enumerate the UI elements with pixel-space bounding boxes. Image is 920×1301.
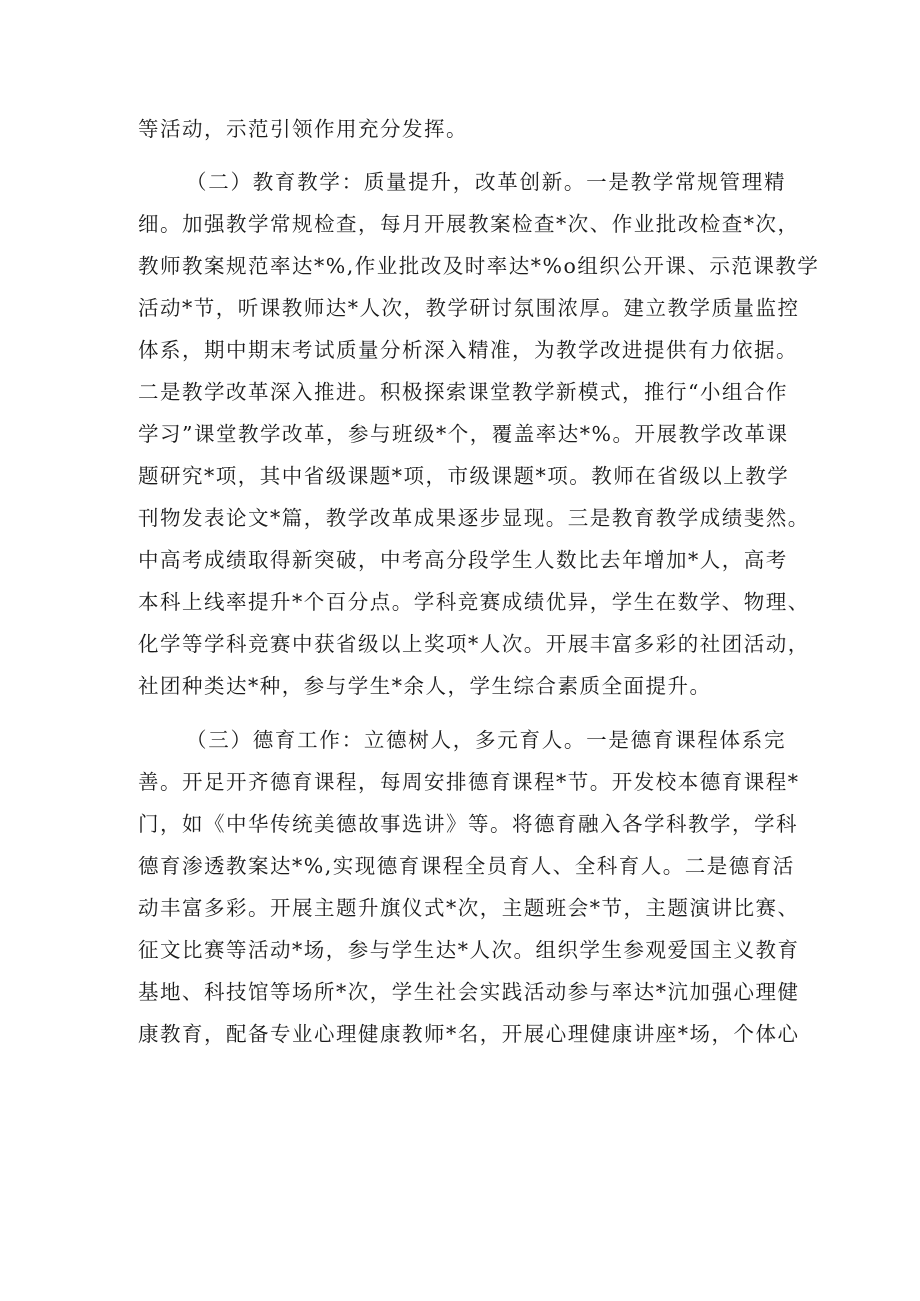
text-line-1: 等活动，示范引领作用充分发挥。 [138,117,468,141]
section-heading-2: （二）教育教学：质量提升，改革创新。一是教学常规管理精 [186,170,786,194]
section-heading-3: （三）德育工作：立德树人，多元育人。一是德育课程体系完 [186,728,786,752]
text-line-13: 化学等学科竞赛中获省级以上奖项*人次。开展丰富多彩的社团活动， [138,632,810,656]
text-line-9: 题研究*项，其中省级课题*项，市级课题*项。教师在省级以上教学 [138,464,790,488]
text-line-20: 征文比赛等活动*场，参与学生达*人次。组织学生参观爱国主义教育 [138,938,800,962]
text-line-12: 本科上线率提升*个百分点。学科竞赛成绩优异，学生在数学、物理、 [138,590,810,614]
text-line-17: 门，如《中华传统美德故事选讲》等。将德育融入各学科教学，学科 [138,812,798,836]
text-line-18: 德育渗透教案达*%,实现德育课程全员育人、全科育人。二是德育活 [138,854,795,878]
text-line-10: 刊物发表论文*篇，教学改革成果逐步显现。三是教育教学成绩斐然。 [138,506,810,530]
text-line-8: 学习”课堂教学改革，参与班级*个，覆盖率达*%。开展教学改革课 [138,422,789,446]
text-line-21: 基地、科技馆等场所*次，学生社会实践活动参与率达*沆加强心理健 [138,980,800,1004]
text-line-22: 康教育，配备专业心理健康教师*名，开展心理健康讲座*场，个体心 [138,1022,800,1046]
text-line-3: 细。加强教学常规检查，每月开展教案检查*次、作业批改检查*次， [138,212,800,236]
text-line-19: 动丰富多彩。开展主题升旗仪式*次，主题班会*节，主题演讲比赛、 [138,896,800,920]
text-line-5: 活动*节，听课教师达*人次，教学研讨氛围浓厚。建立教学质量监控 [138,296,800,320]
text-line-6: 体系，期中期末考试质量分析深入精准，为教学改进提供有力依据。 [138,338,798,362]
text-line-11: 中高考成绩取得新突破，中考高分段学生人数比去年增加*人，高考 [138,548,788,572]
text-line-14: 社团种类达*种，参与学生*余人，学生综合素质全面提升。 [138,674,712,698]
text-line-7: 二是教学改革深入推进。积极探索课堂教学新模式，推行“小组合作 [138,380,788,404]
text-line-16: 善。开足开齐德育课程，每周安排德育课程*节。开发校本德育课程* [138,770,800,794]
text-line-4: 教师教案规范率达*%,作业批改及时率达*%o组织公开课、示范课教学 [138,254,820,278]
